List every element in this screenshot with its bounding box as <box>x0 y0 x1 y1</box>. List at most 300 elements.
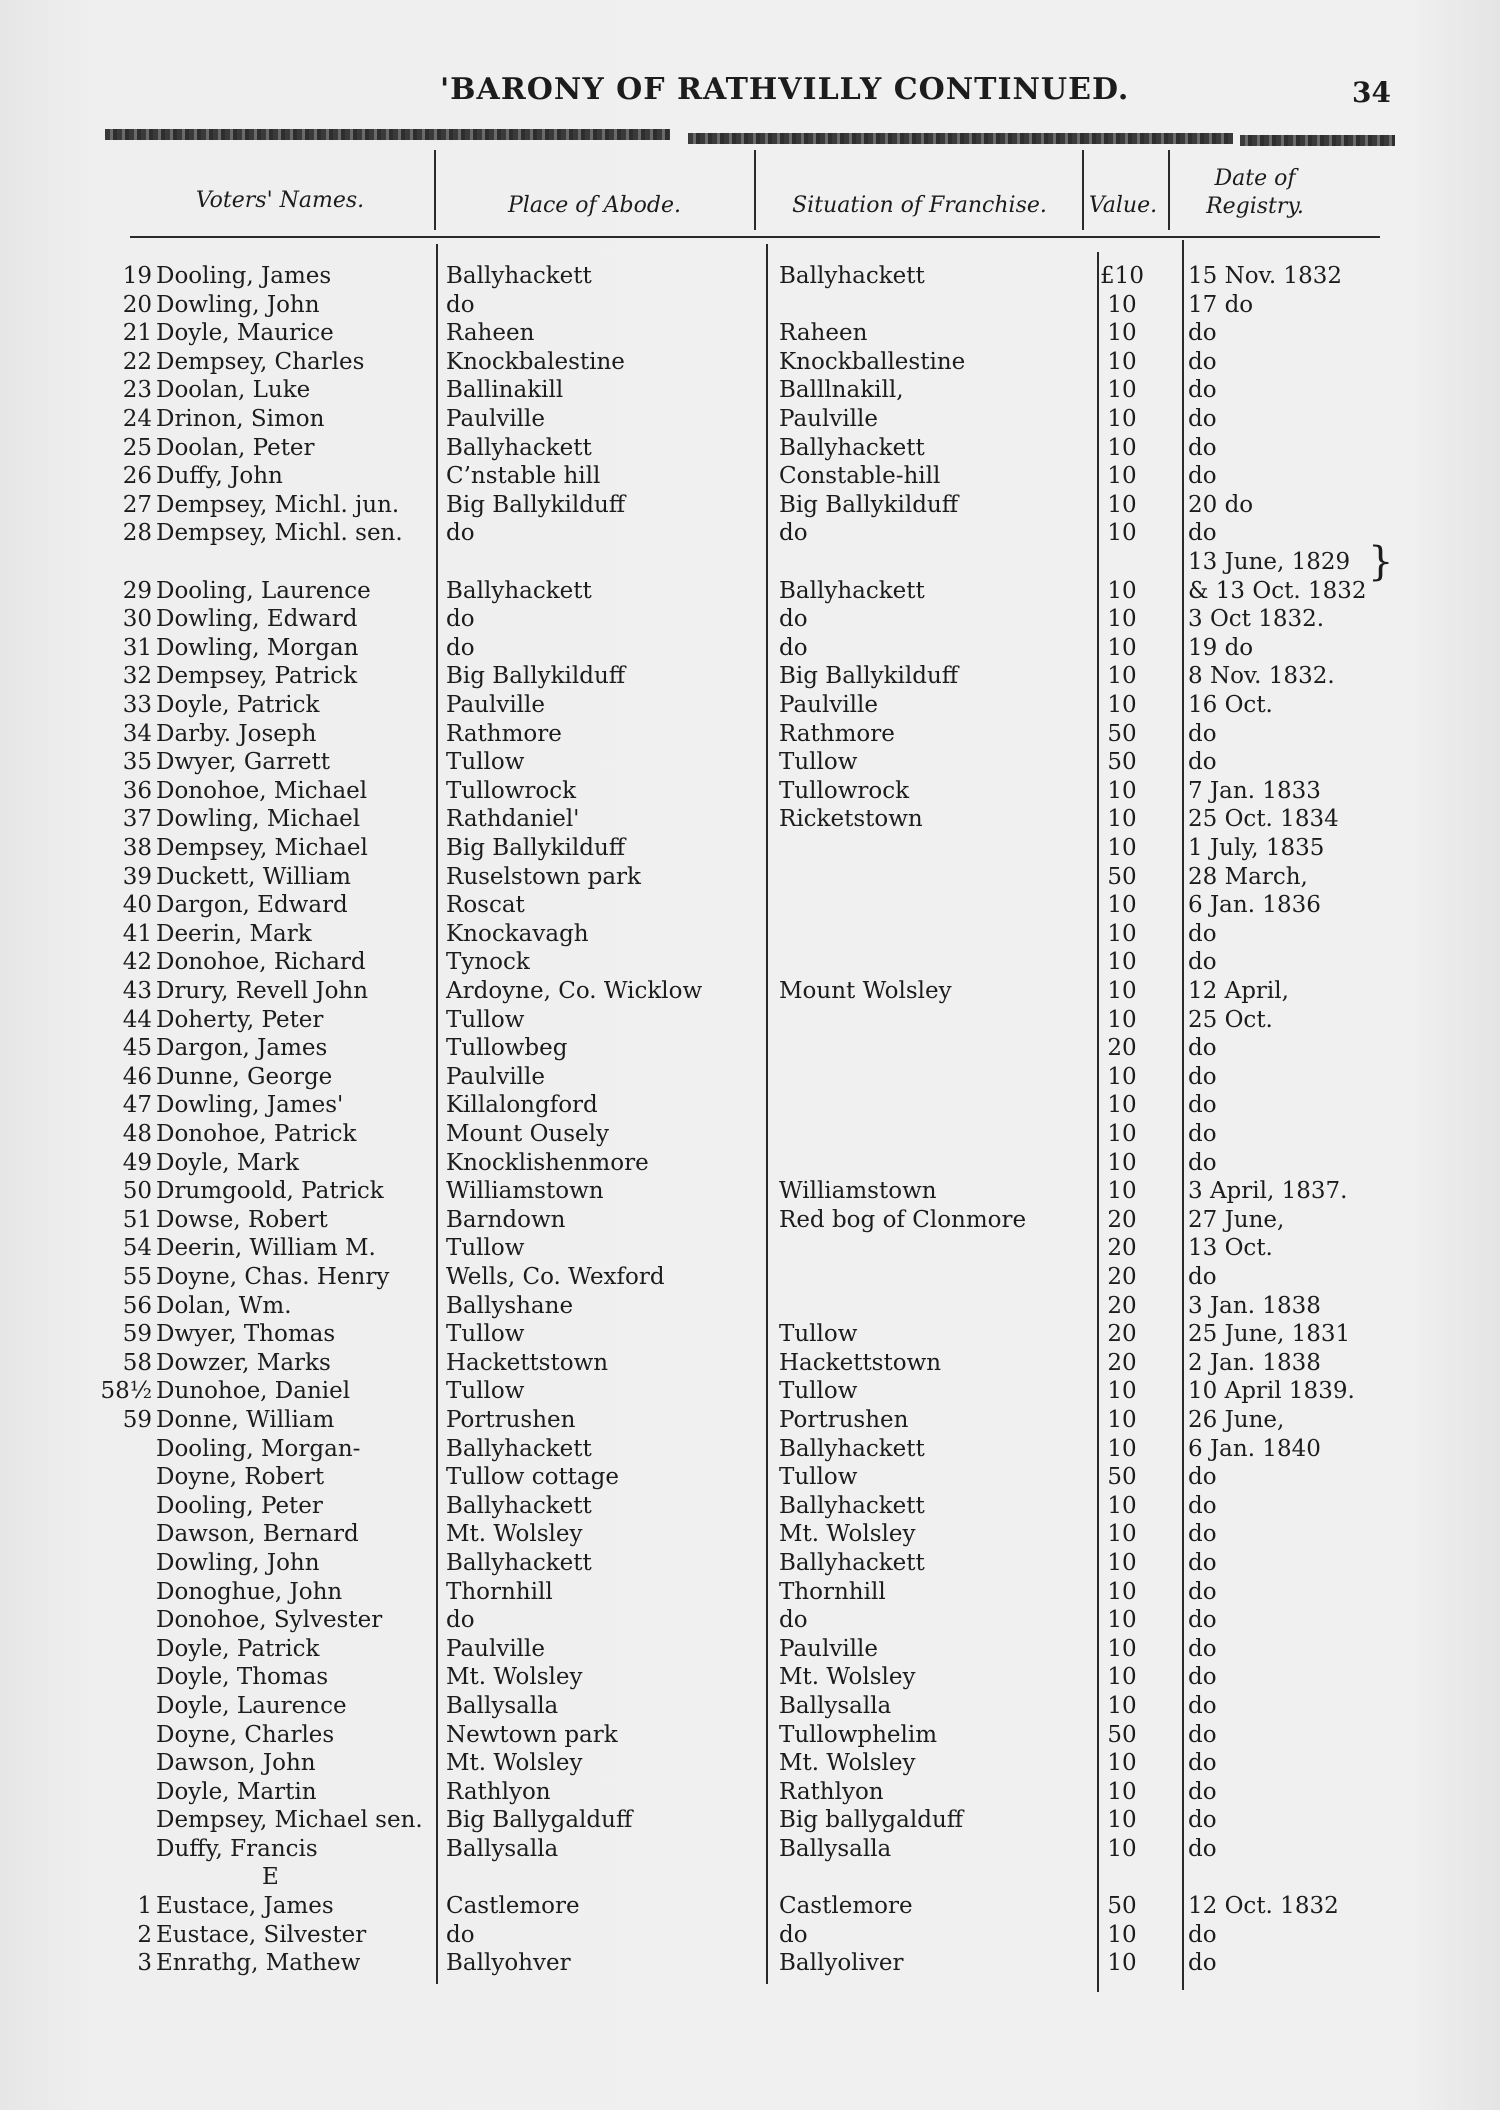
voter-number: 26 <box>122 463 152 490</box>
date-of-registry: 27 June, <box>1188 1206 1285 1233</box>
voter-number: 37 <box>122 806 152 833</box>
place-of-abode: Mount Ousely <box>446 1121 610 1147</box>
franchise-value: 10 <box>1107 777 1137 804</box>
place-of-abode: Williamstown <box>446 1178 604 1205</box>
situation-of-franchise: Ballyhackett <box>779 1492 925 1519</box>
date-of-registry: do <box>1188 1921 1217 1948</box>
date-of-registry: 2 Jan. 1838 <box>1188 1349 1321 1376</box>
date-of-registry: 6 Jan. 1836 <box>1188 892 1321 919</box>
situation-of-franchise: Big Ballykilduff <box>779 491 959 518</box>
table-row <box>0 348 1500 377</box>
situation-of-franchise: Ballyhackett <box>779 577 925 604</box>
date-of-registry: do <box>1188 1464 1217 1491</box>
franchise-value: 10 <box>1107 692 1137 718</box>
place-of-abode: Ballysalla <box>446 1836 559 1862</box>
place-of-abode: Tullowrock <box>446 777 577 804</box>
date-of-registry: & 13 Oct. 1832 <box>1188 577 1367 604</box>
franchise-value: 10 <box>1107 1664 1137 1691</box>
place-of-abode: do <box>446 634 475 661</box>
franchise-value: 10 <box>1107 520 1137 547</box>
voter-number: 22 <box>122 348 152 375</box>
voter-number: 54 <box>122 1235 152 1262</box>
date-of-registry: 13 Oct. <box>1188 1235 1273 1262</box>
franchise-value: 50 <box>1107 1893 1137 1920</box>
voter-number: 59 <box>122 1407 152 1433</box>
voter-number: 47 <box>122 1092 152 1119</box>
place-of-abode: Rathlyon <box>446 1778 551 1805</box>
date-of-registry: do <box>1188 1121 1217 1147</box>
voter-number: 49 <box>122 1149 152 1176</box>
place-of-abode: Big Ballykilduff <box>446 663 626 690</box>
voter-number: 55 <box>122 1264 152 1290</box>
place-of-abode: Ballysalla <box>446 1693 559 1719</box>
date-of-registry: 16 Oct. <box>1188 692 1273 718</box>
voter-name: Doherty, Peter <box>156 1006 324 1033</box>
situation-of-franchise: Mt. Wolsley <box>779 1521 916 1548</box>
franchise-value: 20 <box>1107 1264 1137 1290</box>
table-row <box>0 1006 1500 1035</box>
table-row <box>0 1549 1500 1578</box>
table-row <box>0 1635 1500 1664</box>
voter-number: 19 <box>122 263 152 289</box>
date-of-registry: 6 Jan. 1840 <box>1188 1435 1321 1462</box>
table-row <box>0 1921 1500 1950</box>
place-of-abode: C’nstable hill <box>446 463 601 490</box>
situation-of-franchise: Big ballygalduff <box>779 1807 964 1834</box>
table-row <box>0 1892 1500 1921</box>
franchise-value: 10 <box>1107 1550 1137 1576</box>
column-divider <box>754 150 756 230</box>
situation-of-franchise: Raheen <box>779 320 868 347</box>
column-divider <box>1082 150 1084 230</box>
voter-name: Dowling, James' <box>156 1092 344 1119</box>
voter-number: 35 <box>122 749 152 776</box>
date-of-registry: do <box>1188 1092 1217 1119</box>
table-row <box>0 491 1500 520</box>
place-of-abode: Wells, Co. Wexford <box>446 1264 665 1290</box>
table-row <box>0 1721 1500 1750</box>
table-row <box>0 1949 1500 1978</box>
franchise-value: 10 <box>1107 1092 1137 1119</box>
situation-of-franchise: Rathlyon <box>779 1778 884 1805</box>
place-of-abode: Tullow cottage <box>446 1464 619 1491</box>
voter-name: Doyne, Charles <box>156 1721 335 1748</box>
table-row <box>0 634 1500 663</box>
voter-number: 46 <box>122 1063 152 1090</box>
situation-of-franchise: do <box>779 606 808 633</box>
voter-name: Dempsey, Michl. sen. <box>156 520 403 547</box>
place-of-abode: Big Ballykilduff <box>446 491 626 518</box>
date-of-registry: 25 Oct. 1834 <box>1188 806 1339 833</box>
date-of-registry: 10 April 1839. <box>1188 1378 1355 1405</box>
situation-of-franchise: Rathmore <box>779 720 895 747</box>
date-of-registry: do <box>1188 463 1217 490</box>
place-of-abode: do <box>446 606 475 633</box>
voter-number: 3 <box>137 1950 152 1977</box>
table-row <box>0 1034 1500 1063</box>
franchise-value: 10 <box>1107 1378 1137 1405</box>
situation-of-franchise: Paulville <box>779 1635 878 1662</box>
table-row <box>0 691 1500 720</box>
table-row <box>0 1063 1500 1092</box>
voter-number: 39 <box>122 863 152 890</box>
table-row <box>0 777 1500 806</box>
situation-of-franchise: Mt. Wolsley <box>779 1750 916 1777</box>
place-of-abode: Paulvillе <box>446 406 545 432</box>
franchise-value: 50 <box>1107 863 1137 890</box>
situation-of-franchise: Ricketstown <box>779 806 923 833</box>
voter-number: 44 <box>122 1006 152 1033</box>
column-header-situation: Situation of Franchise. <box>792 192 1047 218</box>
voter-number: 58 <box>122 1349 152 1376</box>
table-row <box>0 720 1500 749</box>
table-row <box>0 262 1500 291</box>
voter-number: 51 <box>122 1206 152 1233</box>
situation-of-franchise: Tullowphelim <box>779 1721 938 1748</box>
table-row <box>0 577 1500 606</box>
date-of-registry: do <box>1188 1149 1217 1176</box>
table-row <box>0 1177 1500 1206</box>
franchise-value: 10 <box>1107 1063 1137 1090</box>
situation-of-franchise: Constable-hill <box>779 463 941 490</box>
voter-name: Dowse, Robert <box>156 1206 328 1233</box>
table-row <box>0 1320 1500 1349</box>
situation-of-franchise: Ballyoliver <box>779 1950 904 1977</box>
voter-name: Dempsey, Michl. jun. <box>156 491 400 518</box>
voter-name: Dunne, George <box>156 1063 333 1090</box>
place-of-abode: Ballyhackett <box>446 263 592 289</box>
place-of-abode: Raheen <box>446 320 535 347</box>
place-of-abode: do <box>446 1607 475 1634</box>
situation-of-franchise: Hackettstown <box>779 1349 942 1376</box>
voter-name: Enrathg, Mathew <box>156 1950 361 1977</box>
date-of-registry: do <box>1188 377 1217 404</box>
date-of-registry: 19 do <box>1188 634 1254 661</box>
voter-name: Doyne, Chas. Henry <box>156 1264 390 1290</box>
table-row <box>0 1234 1500 1263</box>
table-row <box>0 1435 1500 1464</box>
place-of-abode: do <box>446 1921 475 1948</box>
voter-name: Donohoe, Richard <box>156 949 366 976</box>
table-row <box>0 605 1500 634</box>
situation-of-franchise: Big Ballykilduff <box>779 663 959 690</box>
table-row <box>0 1520 1500 1549</box>
voter-name: Dowling, John <box>156 1550 320 1576</box>
voter-number: 28 <box>122 520 152 547</box>
situation-of-franchise: do <box>779 520 808 547</box>
franchise-value: 10 <box>1107 1750 1137 1777</box>
voter-name: Dooling, James <box>156 263 332 289</box>
date-of-registry: 8 Nov. 1832. <box>1188 663 1335 690</box>
header-rule <box>688 133 1233 144</box>
situation-of-franchise: Ballyhackett <box>779 1435 925 1462</box>
date-of-registry: do <box>1188 1693 1217 1719</box>
place-of-abode: Roscat <box>446 892 525 919</box>
voter-name: Dempsey, Patrick <box>156 663 358 690</box>
page-number: 34 <box>1352 76 1391 109</box>
voter-name: Dowling, Edward <box>156 606 358 633</box>
franchise-value: 10 <box>1107 1807 1137 1834</box>
voter-name: Duckett, William <box>156 863 351 890</box>
place-of-abode: Ballyshane <box>446 1292 574 1319</box>
franchise-value: 10 <box>1107 1006 1137 1033</box>
table-row <box>0 291 1500 320</box>
table-row <box>0 1578 1500 1607</box>
voter-number: 23 <box>122 377 152 404</box>
situation-of-franchise: Balllnakill, <box>779 377 904 404</box>
situation-of-franchise: Thornhill <box>779 1578 886 1605</box>
place-of-abode: Paulville <box>446 1063 545 1090</box>
table-row <box>0 805 1500 834</box>
place-of-abode: Big Ballygalduff <box>446 1807 633 1834</box>
place-of-abode: Tullow <box>446 1321 525 1348</box>
franchise-value: 10 <box>1107 892 1137 919</box>
franchise-value: 10 <box>1107 806 1137 833</box>
place-of-abode: Big Ballykilduff <box>446 835 626 861</box>
place-of-abode: Paulville <box>446 692 545 718</box>
place-of-abode: Rathdaniel' <box>446 806 580 833</box>
voter-number: 50 <box>122 1178 152 1205</box>
voter-name: Doyle, Laurence <box>156 1693 347 1719</box>
place-of-abode: Newtown park <box>446 1721 618 1748</box>
franchise-value: 10 <box>1107 835 1137 861</box>
place-of-abode: do <box>446 291 475 318</box>
date-of-registry: do <box>1188 1063 1217 1090</box>
date-of-registry: 20 do <box>1188 491 1254 518</box>
voter-number: 56 <box>122 1292 152 1319</box>
voter-name: Donne, William <box>156 1407 335 1433</box>
date-of-registry: 12 Oct. 1832 <box>1188 1893 1339 1920</box>
place-of-abode: Ballyhackett <box>446 1492 592 1519</box>
date-of-registry: 15 Nov. 1832 <box>1188 263 1342 289</box>
date-of-registry: do <box>1188 1664 1217 1691</box>
place-of-abode: Castlemore <box>446 1893 580 1920</box>
date-of-registry: do <box>1188 1836 1217 1862</box>
date-of-registry: do <box>1188 1492 1217 1519</box>
franchise-value: 10 <box>1107 949 1137 976</box>
franchise-value: 20 <box>1107 1206 1137 1233</box>
table-row <box>0 1120 1500 1149</box>
situation-of-franchise: do <box>779 1921 808 1948</box>
franchise-value: 10 <box>1107 1435 1137 1462</box>
voter-name: Doyle, Thomas <box>156 1664 329 1691</box>
header-bottom-rule <box>130 236 1380 238</box>
place-of-abode: Barndown <box>446 1206 566 1233</box>
voter-name: Dooling, Peter <box>156 1492 323 1519</box>
voter-name: Dempsey, Michael <box>156 835 368 861</box>
voter-number: 40 <box>122 892 152 919</box>
franchise-value: 10 <box>1107 920 1137 947</box>
table-row <box>0 1835 1500 1864</box>
voter-name: Doyle, Martin <box>156 1778 317 1805</box>
date-of-registry: do <box>1188 348 1217 375</box>
place-of-abode: Ballyhackett <box>446 1435 592 1462</box>
date-of-registry: 3 Jan. 1838 <box>1188 1292 1321 1319</box>
place-of-abode: Tullow <box>446 1006 525 1033</box>
place-of-abode: Rathmore <box>446 720 562 747</box>
situation-of-franchise: Knockballestine <box>779 348 966 375</box>
table-row <box>0 1292 1500 1321</box>
franchise-value: 20 <box>1107 1349 1137 1376</box>
place-of-abode: Knocklishenmore <box>446 1149 649 1176</box>
date-of-registry: do <box>1188 520 1217 547</box>
table-row <box>0 1349 1500 1378</box>
table-row <box>0 977 1500 1006</box>
voter-number: 45 <box>122 1035 152 1062</box>
situation-of-franchise: Williamstown <box>779 1178 937 1205</box>
franchise-value: 20 <box>1107 1235 1137 1262</box>
voter-name: Dowling, Morgan <box>156 634 359 661</box>
date-of-registry: do <box>1188 949 1217 976</box>
voter-number: 59 <box>122 1321 152 1348</box>
date-of-registry: do <box>1188 320 1217 347</box>
table-row <box>0 948 1500 977</box>
place-of-abode: Mt. Wolsley <box>446 1664 583 1691</box>
date-brace: } <box>1368 539 1394 585</box>
voter-number: 41 <box>122 920 152 947</box>
table-row <box>0 1406 1500 1435</box>
situation-of-franchise: Paulville <box>779 406 878 432</box>
table-row <box>0 519 1500 548</box>
situation-of-franchise: Ballyhackett <box>779 434 925 461</box>
voter-number: 2 <box>137 1921 152 1948</box>
voter-name: Dolan, Wm. <box>156 1292 292 1319</box>
voter-number: 29 <box>122 577 152 604</box>
date-of-registry: do <box>1188 1264 1217 1290</box>
table-row <box>0 1149 1500 1178</box>
voter-number: 42 <box>122 949 152 976</box>
situation-of-franchise: Ballysalla <box>779 1836 892 1862</box>
table-row <box>0 748 1500 777</box>
table-row <box>0 863 1500 892</box>
voter-number: 31 <box>122 634 152 661</box>
voter-name: Donohoe, Sylvester <box>156 1607 383 1634</box>
voter-name: Dunohoe, Daniel <box>156 1378 351 1405</box>
voter-number: 36 <box>122 777 152 804</box>
place-of-abode: Tullowbeg <box>446 1035 568 1062</box>
date-of-registry: do <box>1188 1750 1217 1777</box>
franchise-value: 10 <box>1107 377 1137 404</box>
table-row <box>0 1663 1500 1692</box>
situation-of-franchise: Tullow <box>779 1464 858 1491</box>
voter-name: Doolan, Luke <box>156 377 311 404</box>
situation-of-franchise: Red bog of Clonmore <box>779 1206 1027 1233</box>
header-rule <box>1240 135 1395 146</box>
situation-of-franchise: Mt. Wolsley <box>779 1664 916 1691</box>
place-of-abode: Ballyhackett <box>446 1550 592 1576</box>
franchise-value: 10 <box>1107 291 1137 318</box>
franchise-value: 10 <box>1107 1950 1137 1977</box>
franchise-value: 10 <box>1107 1521 1137 1548</box>
franchise-value: 10 <box>1107 1492 1137 1519</box>
voter-number: 21 <box>122 320 152 347</box>
date-of-registry: do <box>1188 1778 1217 1805</box>
table-row <box>0 462 1500 491</box>
franchise-value: 10 <box>1107 577 1137 604</box>
voter-name: Eustace, Silvester <box>156 1921 367 1948</box>
situation-of-franchise: Portrushen <box>779 1407 909 1433</box>
voter-number: 32 <box>122 663 152 690</box>
situation-of-franchise: Tullow <box>779 749 858 776</box>
place-of-abode: Ballyohver <box>446 1950 571 1977</box>
franchise-value: 10 <box>1107 463 1137 490</box>
column-header-names: Voters' Names. <box>195 187 365 213</box>
situation-of-franchise: Tullow <box>779 1378 858 1405</box>
voter-name: Eustace, James <box>156 1893 334 1920</box>
voter-name: Dawson, Bernard <box>156 1521 359 1548</box>
place-of-abode: Hackettstown <box>446 1349 609 1376</box>
franchise-value: 10 <box>1107 1578 1137 1605</box>
franchise-value: 10 <box>1107 1121 1137 1147</box>
table-row <box>0 920 1500 949</box>
voter-name: Duffy, Francis <box>156 1836 318 1862</box>
franchise-value: 10 <box>1107 320 1137 347</box>
voter-name: Dowling, John <box>156 291 320 318</box>
voter-name: Drumgoold, Patrick <box>156 1178 384 1205</box>
table-row <box>0 834 1500 863</box>
date-of-registry: do <box>1188 1607 1217 1634</box>
table-row <box>0 1263 1500 1292</box>
situation-of-franchise: Paulville <box>779 692 878 718</box>
place-of-abode: Paulville <box>446 1635 545 1662</box>
voter-number: 27 <box>122 491 152 518</box>
date-of-registry: 25 June, 1831 <box>1188 1321 1351 1348</box>
date-of-registry: 17 do <box>1188 291 1254 318</box>
place-of-abode: Portrushen <box>446 1407 576 1433</box>
franchise-value: 10 <box>1107 1407 1137 1433</box>
voter-name: Donoghue, John <box>156 1578 343 1605</box>
table-row <box>0 1492 1500 1521</box>
voter-name: Dempsey, Charles <box>156 348 365 375</box>
place-of-abode: Ballinakill <box>446 377 564 404</box>
voter-name: Donohoe, Michael <box>156 777 368 804</box>
franchise-value: 10 <box>1107 491 1137 518</box>
date-of-registry: 3 Oct 1832. <box>1188 606 1325 633</box>
situation-of-franchise: do <box>779 634 808 661</box>
voter-name: Drinon, Simon <box>156 406 325 432</box>
table-row <box>0 548 1500 577</box>
place-of-abode: Knockbalestine <box>446 348 625 375</box>
franchise-value: 10 <box>1107 1778 1137 1805</box>
table-row <box>0 1377 1500 1406</box>
franchise-value: 10 <box>1107 1149 1137 1176</box>
voter-name: Deerin, Mark <box>156 920 312 947</box>
voter-name: Darby. Joseph <box>156 720 317 747</box>
franchise-value: 10 <box>1107 1607 1137 1634</box>
date-of-registry: do <box>1188 434 1217 461</box>
date-of-registry: do <box>1188 1035 1217 1062</box>
franchise-value: 20 <box>1107 1321 1137 1348</box>
franchise-value: 10 <box>1107 406 1137 432</box>
date-of-registry: do <box>1188 720 1217 747</box>
date-of-registry: 7 Jan. 1833 <box>1188 777 1321 804</box>
table-row <box>0 1206 1500 1235</box>
date-of-registry: 12 April, <box>1188 978 1289 1004</box>
franchise-value: 50 <box>1107 749 1137 776</box>
place-of-abode: Tullow <box>446 749 525 776</box>
franchise-value: 50 <box>1107 720 1137 747</box>
date-of-registry: do <box>1188 1578 1217 1605</box>
table-row <box>0 376 1500 405</box>
place-of-abode: Tullow <box>446 1235 525 1262</box>
column-header-value: Value. <box>1088 192 1158 218</box>
date-of-registry: do <box>1188 406 1217 432</box>
date-of-registry: do <box>1188 1521 1217 1548</box>
franchise-value: 10 <box>1107 348 1137 375</box>
place-of-abode: Ballyhackett <box>446 434 592 461</box>
date-of-registry: 13 June, 1829 <box>1188 549 1351 575</box>
situation-of-franchise: Ballyhackett <box>779 263 925 289</box>
